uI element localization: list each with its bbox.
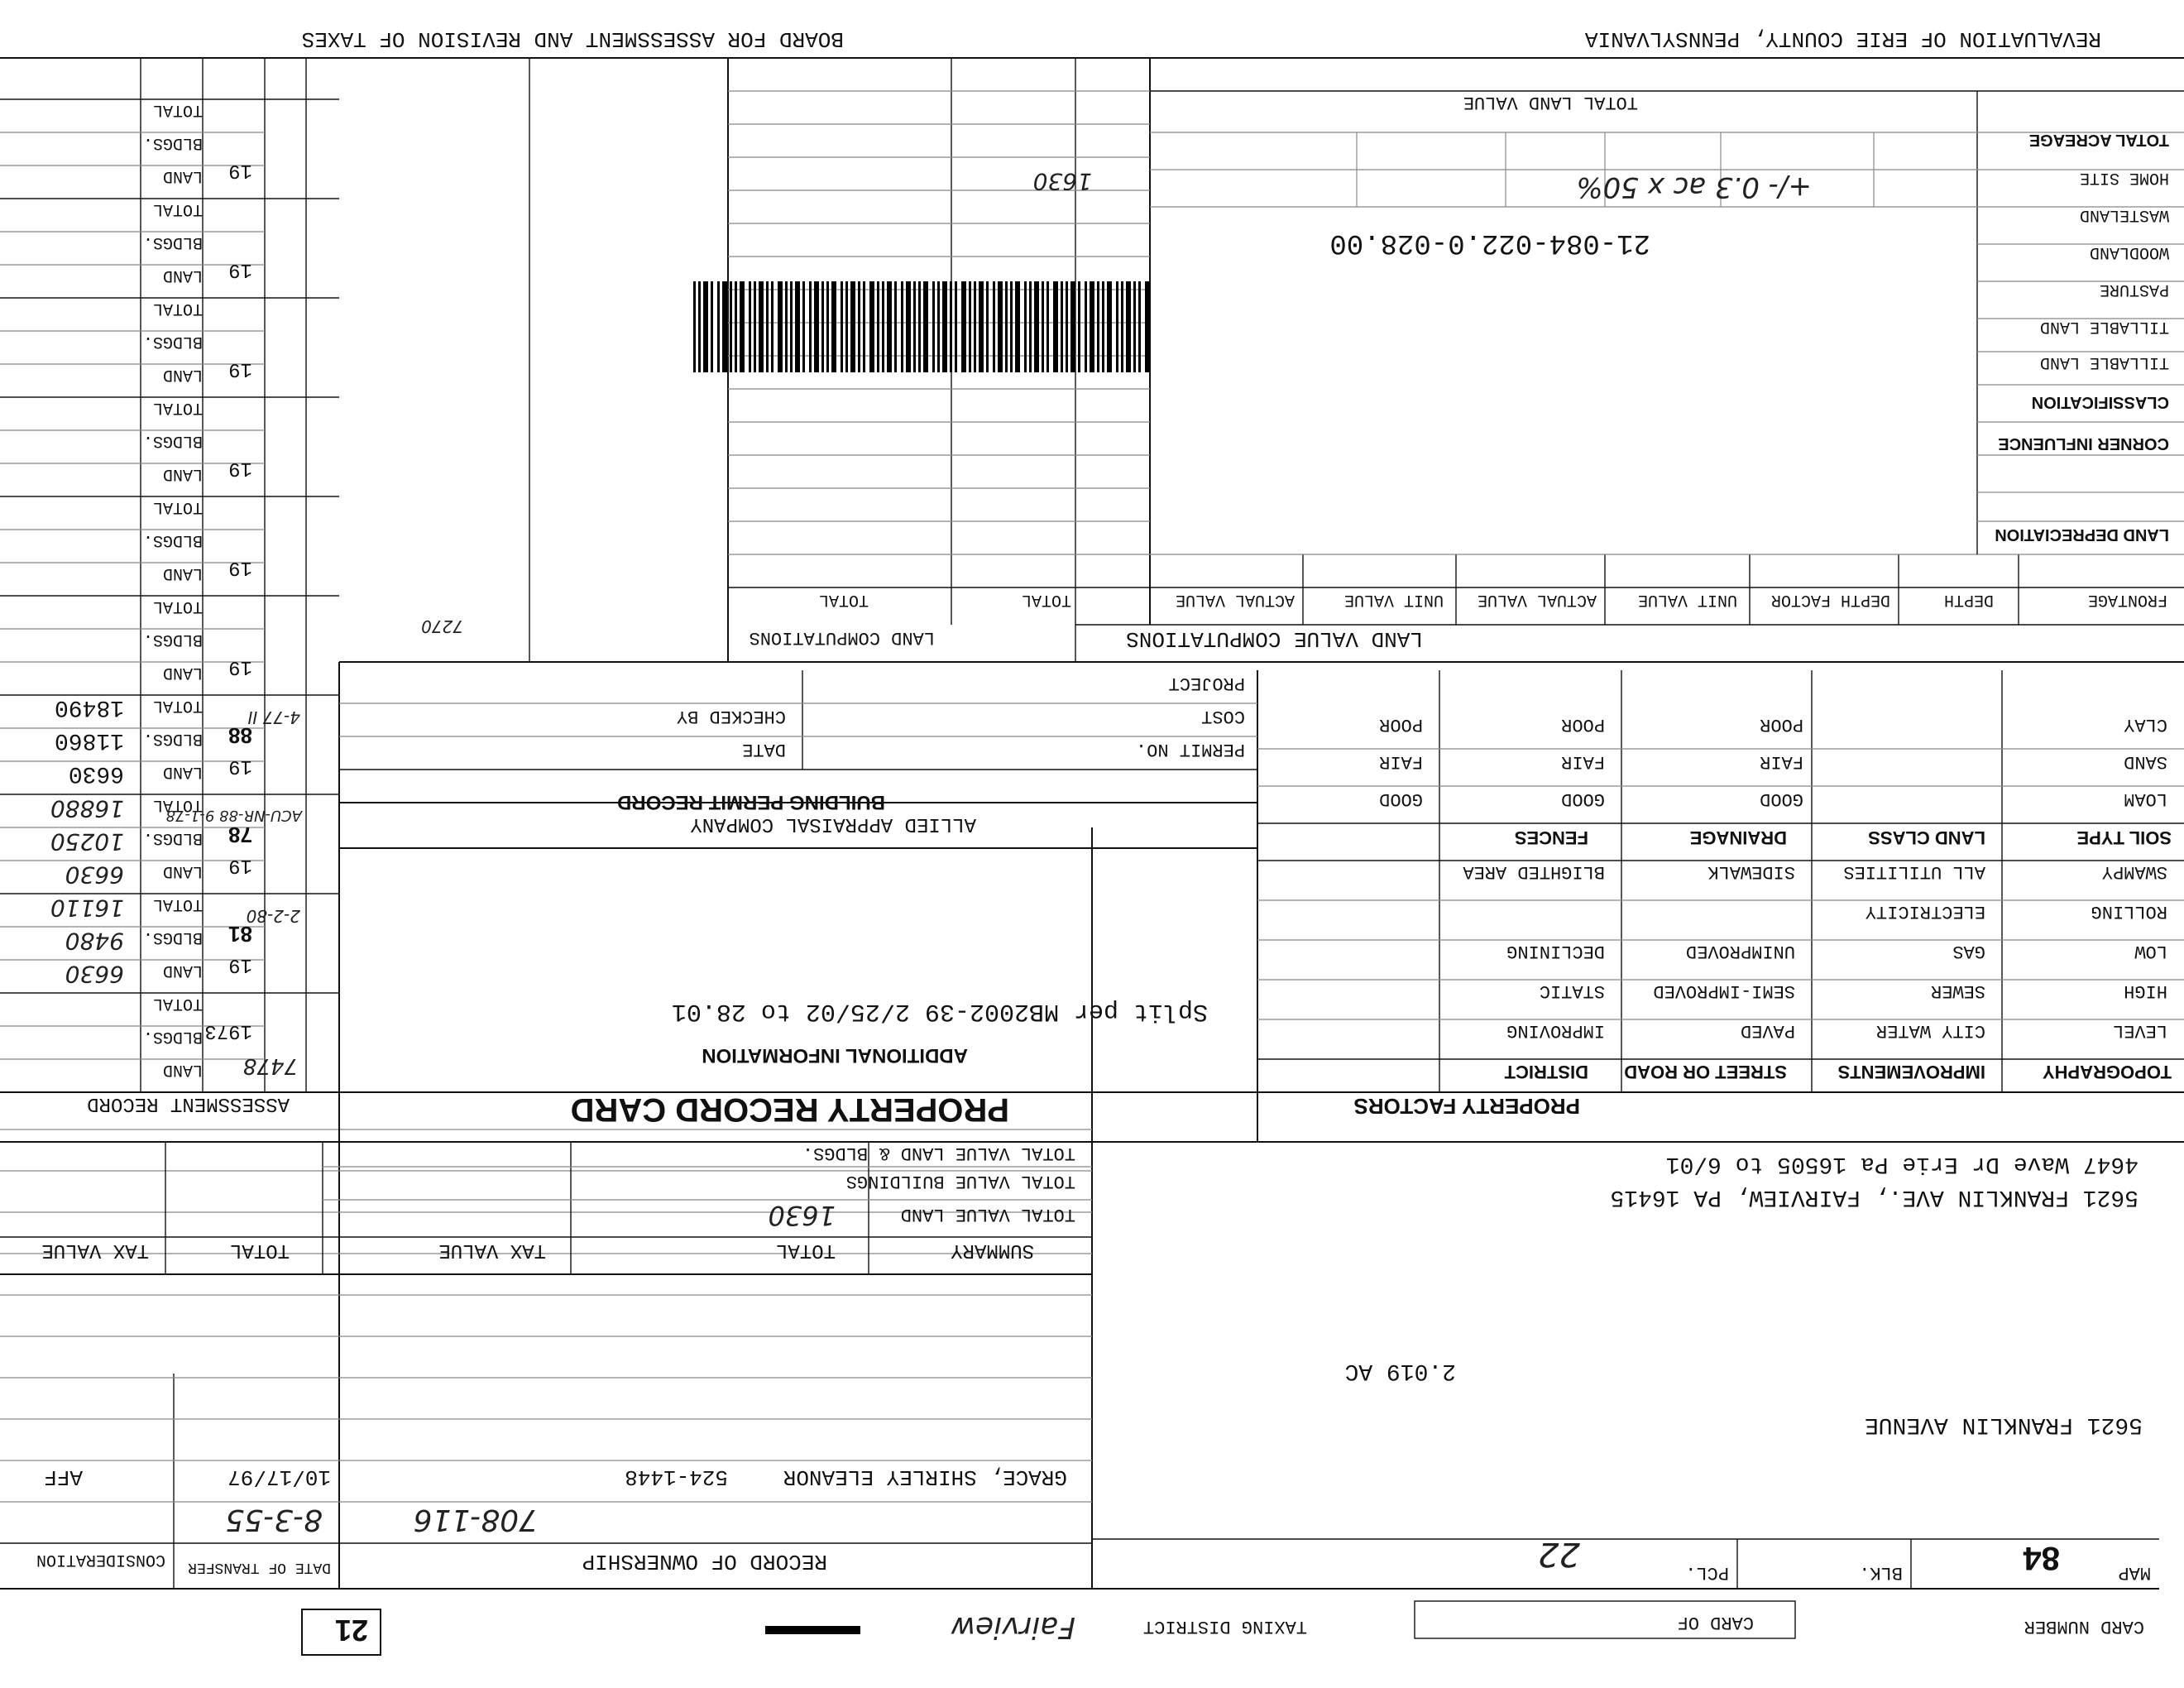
- date-old: 8-3-55: [225, 1503, 323, 1537]
- street-unimproved: UNIMPROVED: [1685, 941, 1795, 961]
- lv-col-total-2: TOTAL: [818, 590, 869, 609]
- assess-1-total: TOTAL: [152, 994, 203, 1013]
- barcode-bar: [906, 281, 911, 372]
- barcode-bar: [826, 281, 829, 372]
- classification-label: CLASSIFICATION: [2031, 393, 2169, 411]
- lv-col-total-1: TOTAL: [1021, 590, 1071, 609]
- barcode-bar: [993, 281, 995, 372]
- home-site-label: HOME SITE: [2079, 168, 2169, 187]
- barcode-bar: [1121, 281, 1123, 372]
- district-declining: DECLINING: [1506, 941, 1605, 961]
- fences-good: GOOD: [1379, 789, 1423, 809]
- barcode-bar: [698, 281, 701, 372]
- permit-checked-by-label: CHECKED BY: [676, 706, 786, 727]
- barcode-bar: [845, 281, 848, 372]
- permit-cost-label: COST: [1201, 706, 1245, 727]
- barcode-bars: [693, 281, 1150, 372]
- barcode-bar: [1029, 281, 1032, 372]
- deed-old: 708-116: [413, 1503, 538, 1537]
- permit-project-label: PROJECT: [1168, 673, 1245, 693]
- soil-loam: LOAM: [2124, 789, 2167, 809]
- building-permit-title: BUILDING PERMIT RECORD: [617, 791, 885, 813]
- barcode-bar: [693, 281, 696, 372]
- barcode-bar: [1097, 281, 1099, 372]
- land-class-title: LAND CLASS: [1868, 827, 1985, 848]
- topo-high: HIGH: [2124, 981, 2167, 1001]
- property-factors-title: PROPERTY FACTORS: [1353, 1094, 1580, 1119]
- barcode-bar: [831, 281, 836, 372]
- barcode-bar: [754, 281, 756, 372]
- ownership-title: RECORD OF OWNERSHIP: [582, 1549, 827, 1574]
- barcode-bar: [937, 281, 940, 372]
- assess-9-land: LAND: [162, 266, 203, 285]
- lv-col-unit-value-2: UNIT VALUE: [1343, 590, 1444, 609]
- barcode-bar: [766, 281, 769, 372]
- summary-land-row: TOTAL VALUE LAND: [900, 1204, 1075, 1225]
- assess-6-prefix: 19: [228, 556, 252, 578]
- permit-date-label: DATE: [742, 739, 786, 760]
- corner-influence-label: CORNER INFLUENCE: [1998, 434, 2169, 453]
- assess-1-land: LAND: [162, 1060, 203, 1079]
- card-upright: [0, 26, 2184, 1655]
- barcode-bar: [1053, 281, 1058, 372]
- imp-sewer: SEWER: [1930, 981, 1985, 1001]
- street-paved: PAVED: [1740, 1020, 1795, 1041]
- barcode-bar: [735, 281, 737, 372]
- barcode-bar: [821, 281, 824, 372]
- consideration-value: AFF: [44, 1465, 83, 1489]
- barcode-bar: [969, 281, 971, 372]
- fences-fair: FAIR: [1379, 751, 1423, 772]
- barcode-bar: [749, 281, 751, 372]
- barcode-bar: [1085, 281, 1087, 372]
- lv-col-frontage: FRONTAGE: [2087, 590, 2167, 609]
- barcode-bar: [863, 281, 865, 372]
- soil-rows: [1257, 714, 2184, 848]
- assess-7-bldgs: BLDGS.: [142, 431, 203, 450]
- barcode-bar: [1078, 281, 1080, 372]
- assess-3-prefix: 19: [228, 854, 252, 876]
- barcode-bar: [740, 281, 745, 372]
- barcode-bar: [703, 281, 708, 372]
- summary-header-tax-2: TAX VALUE: [41, 1239, 149, 1261]
- assess-6-bldgs: BLDGS.: [142, 530, 203, 549]
- assess-5-total: TOTAL: [152, 597, 203, 616]
- barcode-bar: [932, 281, 935, 372]
- additional-info-text: Split per MB2002-39 2/25/02 to 28.01: [671, 997, 1208, 1025]
- assess-9-bldgs: BLDGS.: [142, 233, 203, 252]
- barcode-bar: [841, 281, 843, 372]
- barcode-bar: [711, 281, 713, 372]
- assess-3-land-value: 6630: [65, 861, 124, 889]
- footer-strip: [302, 1601, 2144, 1655]
- lv-col-unit-value-1: UNIT VALUE: [1637, 590, 1737, 609]
- barcode-bar: [1066, 281, 1068, 372]
- barcode-bar: [974, 281, 976, 372]
- barcode-bar: [1005, 281, 1008, 372]
- card-title: PROPERTY RECORD CARD: [570, 1091, 1009, 1128]
- assess-4-land: LAND: [162, 762, 203, 781]
- barcode-bar: [986, 281, 989, 372]
- pasture-label: PASTURE: [2099, 280, 2169, 299]
- land-class-fair: FAIR: [1760, 751, 1803, 772]
- assess-4-prefix: 19: [228, 755, 252, 777]
- summary-header-total-2: TOTAL: [229, 1239, 290, 1261]
- imp-city-water: CITY WATER: [1875, 1020, 1985, 1041]
- consideration-header: CONSIDERATION: [36, 1550, 165, 1569]
- total-acreage-label: TOTAL ACREAGE: [2028, 131, 2169, 149]
- assess-3-total: TOTAL: [152, 795, 203, 814]
- card-number-label: CARD NUMBER: [2024, 1616, 2144, 1637]
- drainage-fair: FAIR: [1561, 751, 1605, 772]
- barcode-bar: [730, 281, 732, 372]
- summary-header-total-1: TOTAL: [775, 1239, 836, 1261]
- barcode-bar: [1090, 281, 1094, 372]
- assess-4-total-value: 18490: [54, 694, 124, 720]
- land-comp-title: LAND COMPUTATIONS: [749, 627, 935, 648]
- assess-3-bldgs: BLDGS.: [142, 828, 203, 847]
- land-class-poor: POOR: [1760, 714, 1803, 735]
- assess-6-land: LAND: [162, 563, 203, 583]
- assessment-empty-blocks: [143, 100, 252, 682]
- assessment-title: ASSESSMENT RECORD: [87, 1092, 290, 1115]
- assess-10-prefix: 19: [228, 159, 252, 181]
- street-title: STREET OR ROAD: [1624, 1062, 1787, 1082]
- barcode-number: 21-084-022.0-028.00: [1329, 227, 1650, 258]
- assess-8-prefix: 19: [228, 357, 252, 380]
- barcode-bar: [1024, 281, 1027, 372]
- land-class-good: GOOD: [1760, 789, 1803, 809]
- assess-2-total: TOTAL: [152, 894, 203, 914]
- assess-6-total: TOTAL: [152, 497, 203, 516]
- barcode-bar: [913, 281, 916, 372]
- fences-poor: POOR: [1379, 714, 1423, 735]
- assess-9-total: TOTAL: [152, 199, 203, 218]
- summary-land-total: 1630: [768, 1200, 836, 1231]
- barcode-bar: [1042, 281, 1044, 372]
- assess-7-total: TOTAL: [152, 398, 203, 417]
- assess-3-land: LAND: [162, 861, 203, 880]
- topo-low: LOW: [2134, 941, 2167, 961]
- county-title: REVALUATION OF ERIE COUNTY, PENNSYLVANIA: [1584, 26, 2101, 51]
- assessment-record: [0, 58, 339, 1115]
- assess-5-prefix: 19: [228, 655, 252, 678]
- woodland-label: WOODLAND: [2089, 242, 2169, 261]
- topo-level: LEVEL: [2112, 1020, 2167, 1041]
- imp-electricity: ELECTRICITY: [1865, 901, 1985, 922]
- map-value: 84: [2023, 1540, 2060, 1576]
- barcode-bar: [802, 281, 805, 372]
- land-comp-note: 7270: [421, 616, 463, 636]
- map-label: MAP: [2118, 1562, 2151, 1583]
- assess-4-total: TOTAL: [152, 696, 203, 715]
- drainage-poor: POOR: [1561, 714, 1605, 735]
- assess-3-total-value: 16880: [50, 795, 124, 822]
- barcode-bar: [795, 281, 800, 372]
- imp-gas: GAS: [1952, 941, 1985, 961]
- barcode-bar: [887, 281, 892, 372]
- barcode-bar: [1107, 281, 1112, 372]
- barcode-bar: [722, 281, 727, 372]
- lv-col-actual-value-2: ACTUAL VALUE: [1175, 590, 1295, 609]
- barcode-bar: [785, 281, 788, 372]
- card-of-label: CARD OF: [1677, 1612, 1754, 1633]
- parcel-label: PCL.: [1685, 1562, 1729, 1583]
- assess-2-bldgs: BLDGS.: [142, 928, 203, 947]
- barcode-bar: [1061, 281, 1063, 372]
- summary-buildings-row: TOTAL VALUE BUILDINGS: [845, 1171, 1075, 1192]
- district-improving: IMPROVING: [1506, 1020, 1605, 1041]
- barcode-bar: [1145, 281, 1150, 372]
- date-transfer-header: DATE OF TRANSFER: [188, 1559, 331, 1575]
- drainage-title: DRAINAGE: [1689, 827, 1787, 848]
- redaction-bar: [765, 1626, 860, 1634]
- assess-3-note: ACU-NR-88 9-1-78: [165, 807, 302, 824]
- barcode-bar: [882, 281, 884, 372]
- property-location: 5621 FRANKLIN AVENUE: [1864, 1412, 2143, 1437]
- assess-2-bldgs-value: 9480: [65, 928, 124, 955]
- block-label: BLK.: [1859, 1562, 1903, 1583]
- topo-rolling: ROLLING: [2091, 901, 2167, 922]
- assess-8-land: LAND: [162, 365, 203, 384]
- topo-swampy: SWAMPY: [2101, 861, 2167, 882]
- barcode-bar: [950, 281, 952, 372]
- assess-7-prefix: 19: [228, 457, 252, 479]
- barcode-bar: [771, 281, 774, 372]
- transfer-date: 10/17/97: [228, 1465, 331, 1489]
- parcel-barcode: [693, 227, 1650, 372]
- district-static: STATIC: [1539, 981, 1605, 1001]
- barcode-bar: [1138, 281, 1141, 372]
- permit-no-label: PERMIT NO.: [1135, 739, 1245, 760]
- wasteland-label: WASTELAND: [2079, 205, 2169, 224]
- lv-col-actual-value-1: ACTUAL VALUE: [1477, 590, 1597, 609]
- barcode-bar: [955, 281, 957, 372]
- district-code: 21: [334, 1614, 368, 1647]
- barcode-bar: [1133, 281, 1136, 372]
- barcode-bar: [814, 281, 819, 372]
- assess-2-land-value: 6630: [65, 961, 124, 988]
- barcode-bar: [894, 281, 897, 372]
- barcode-bar: [759, 281, 764, 372]
- drainage-good: GOOD: [1561, 789, 1605, 809]
- assess-2-year: 81: [228, 922, 252, 947]
- additional-info-title: ADDITIONAL INFORMATION: [702, 1044, 968, 1067]
- topography-title: TOPOGRAPHY: [2042, 1062, 2172, 1082]
- summary-title: SUMMARY: [951, 1239, 1034, 1261]
- assess-2-land: LAND: [162, 961, 203, 980]
- barcode-bar: [850, 281, 855, 372]
- assess-2-note: 2-2-80: [246, 906, 300, 926]
- acreage: 2.019 AC: [1344, 1358, 1456, 1383]
- assess-4-note: 4-77 II: [247, 707, 300, 727]
- barcode-bar: [1015, 281, 1020, 372]
- previous-address: 4647 Wave Dr Erie Pa 16505 to 6/01: [1665, 1151, 2138, 1177]
- fences-title: FENCES: [1514, 827, 1588, 848]
- assess-2-total-value: 16110: [50, 894, 124, 922]
- assess-10-land: LAND: [162, 166, 203, 185]
- assess-3-bldgs-value: 10250: [50, 828, 124, 856]
- assess-10-total: TOTAL: [152, 100, 203, 119]
- barcode-bar: [942, 281, 947, 372]
- land-value-comp-title: LAND VALUE COMPUTATIONS: [1126, 626, 1423, 651]
- street-semi-improved: SEMI-IMPROVED: [1653, 981, 1795, 1001]
- parcel-value: 22: [1538, 1535, 1580, 1573]
- barcode-bar: [809, 281, 812, 372]
- barcode-bar: [979, 281, 984, 372]
- land-depreciation-label: LAND DEPRECIATION: [1995, 525, 2169, 544]
- owner-name: GRACE, SHIRLEY ELEANOR: [783, 1465, 1067, 1489]
- soil-sand: SAND: [2124, 751, 2167, 772]
- assess-1-bldgs: BLDGS.: [142, 1027, 203, 1046]
- assess-10-bldgs: BLDGS.: [142, 133, 203, 152]
- barcode-bar: [1034, 281, 1039, 372]
- barcode-bar: [877, 281, 879, 372]
- land-value-section: [339, 58, 2184, 662]
- barcode-bar: [901, 281, 903, 372]
- assess-3-year: 78: [228, 822, 252, 847]
- barcode-bar: [869, 281, 874, 372]
- appraisal-company: ALLIED APPRAISAL COMPANY: [690, 813, 976, 835]
- deed-number: 524-1448: [625, 1465, 728, 1489]
- barcode-bar: [790, 281, 793, 372]
- assess-9-prefix: 19: [228, 258, 252, 281]
- barcode-bar: [858, 281, 860, 372]
- factor-rows: [1257, 861, 2184, 1041]
- barcode-bar: [717, 281, 720, 372]
- barcode-bar: [1010, 281, 1013, 372]
- assess-1-note: 7478: [242, 1053, 298, 1078]
- summary-header-tax-1: TAX VALUE: [438, 1239, 546, 1261]
- district-title: DISTRICT: [1504, 1062, 1588, 1082]
- assess-8-total: TOTAL: [152, 299, 203, 318]
- assess-5-land: LAND: [162, 663, 203, 682]
- assess-4-bldgs: BLDGS.: [142, 729, 203, 748]
- assess-8-bldgs: BLDGS.: [142, 332, 203, 351]
- barcode-bar: [1102, 281, 1104, 372]
- land-value-note: 1630: [1032, 168, 1092, 195]
- assess-4-bldgs-value: 11860: [54, 727, 124, 753]
- barcode-bar: [998, 281, 1003, 372]
- assess-1-year: 1973: [204, 1019, 252, 1042]
- lv-col-depth: DEPTH: [1943, 590, 1994, 609]
- street-sidewalk: SIDEWALK: [1707, 861, 1795, 882]
- total-land-value-label: TOTAL LAND VALUE: [1463, 92, 1638, 113]
- taxing-district-label: TAXING DISTRICT: [1142, 1616, 1307, 1637]
- barcode-bar: [918, 281, 921, 372]
- mailing-address: 5621 FRANKLIN AVE., FAIRVIEW, PA 16415: [1610, 1184, 2138, 1210]
- assess-4-year: 88: [228, 723, 252, 748]
- barcode-bar: [1116, 281, 1118, 372]
- board-title: BOARD FOR ASSESSMENT AND REVISION OF TAXES: [301, 26, 844, 51]
- barcode-bar: [1070, 281, 1075, 372]
- district-name: Fairview: [951, 1610, 1075, 1644]
- assess-5-bldgs: BLDGS.: [142, 630, 203, 649]
- barcode-bar: [923, 281, 928, 372]
- lv-col-depth-factor: DEPTH FACTOR: [1770, 590, 1890, 609]
- assess-2-prefix: 19: [228, 953, 252, 976]
- home-site-note: +/- 0.3 ac x 50%: [1576, 170, 1812, 204]
- barcode-bar: [1126, 281, 1131, 372]
- improvements-title: IMPROVEMENTS: [1837, 1062, 1985, 1082]
- district-blighted: BLIGHTED AREA: [1463, 861, 1605, 882]
- tillable-land-label-1: TILLABLE LAND: [2039, 317, 2169, 336]
- soil-clay: CLAY: [2124, 714, 2167, 735]
- barcode-bar: [1046, 281, 1049, 372]
- ownership-section: [0, 827, 2159, 1589]
- summary-total-row: TOTAL VALUE LAND & BLDGS.: [802, 1143, 1075, 1163]
- assess-4-land-value: 6630: [68, 760, 124, 786]
- imp-all-utilities: ALL UTILITIES: [1843, 861, 1985, 882]
- barcode-bar: [961, 281, 966, 372]
- barcode-bar: [778, 281, 783, 372]
- assess-7-land: LAND: [162, 464, 203, 483]
- tillable-land-label-2: TILLABLE LAND: [2039, 352, 2169, 372]
- soil-type-title: SOIL TYPE: [2076, 827, 2172, 848]
